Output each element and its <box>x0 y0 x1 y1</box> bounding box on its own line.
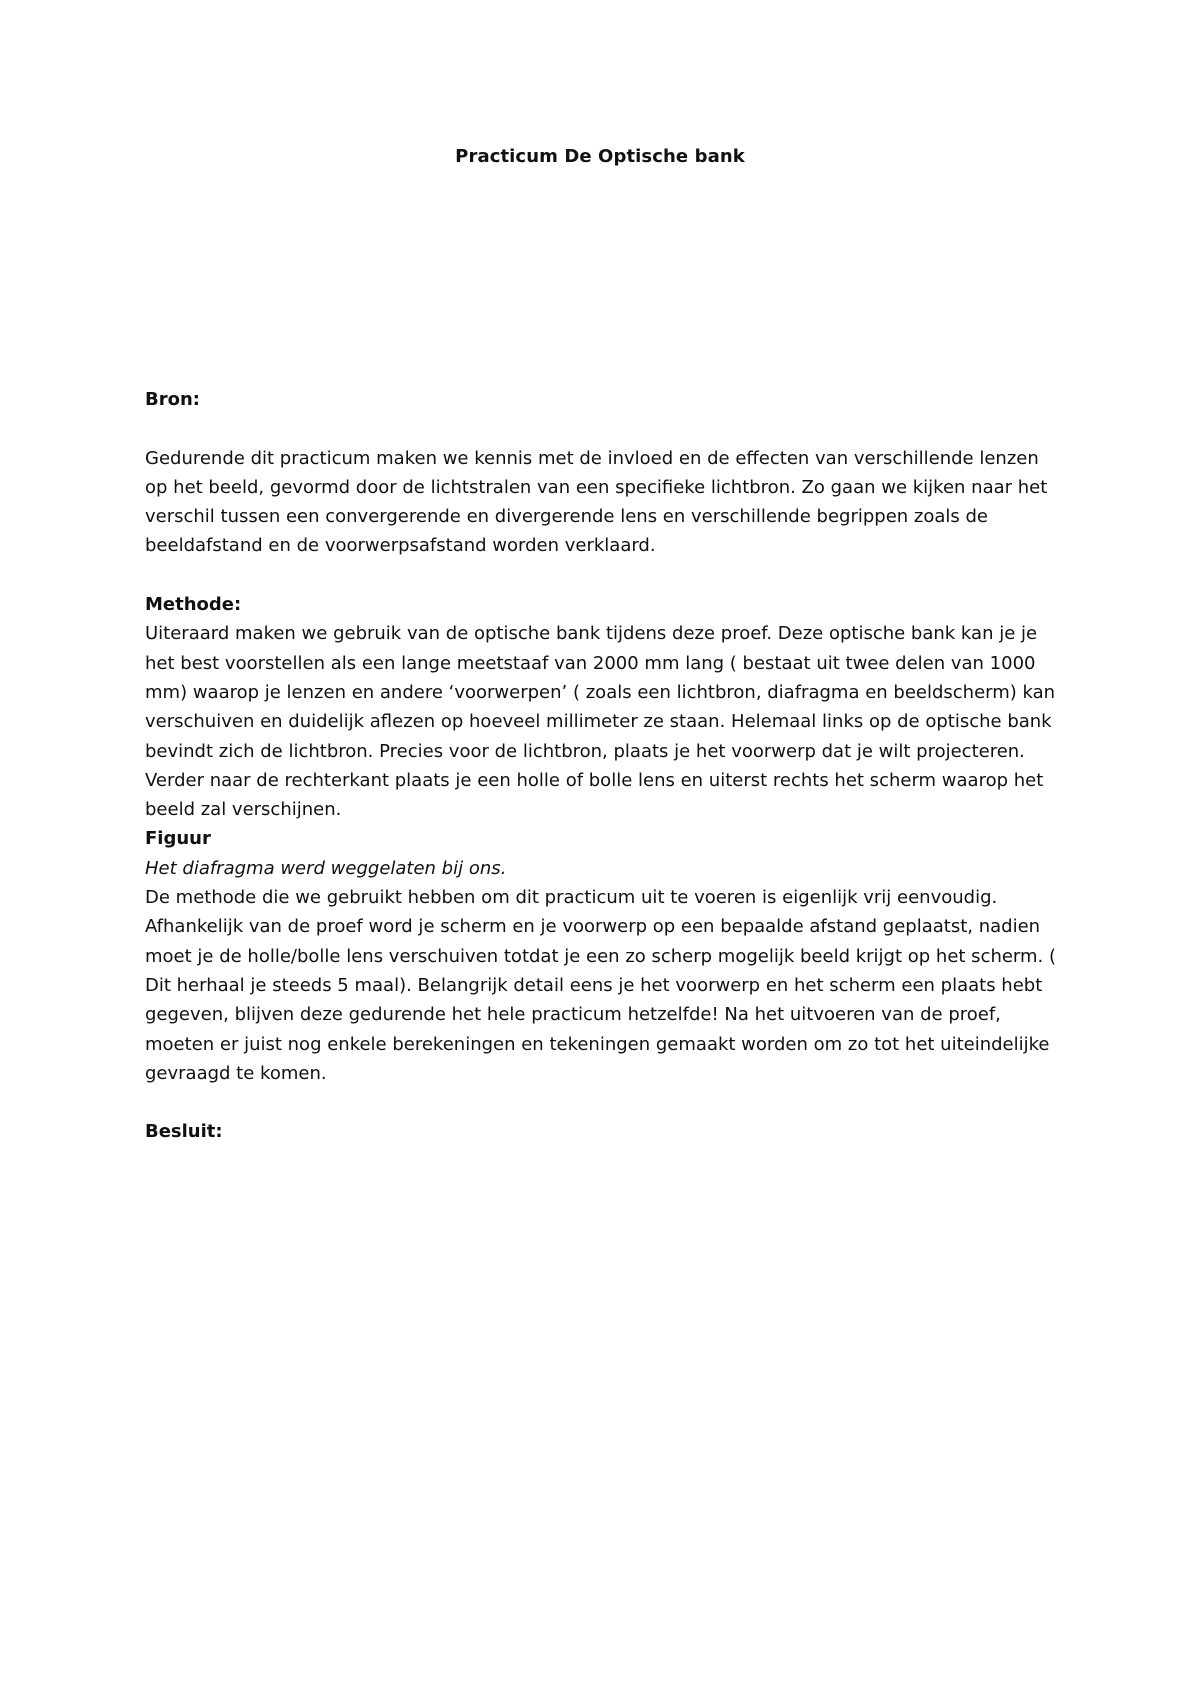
section-heading-besluit: Besluit: <box>145 1121 223 1143</box>
spacer <box>145 561 1065 590</box>
document-body <box>145 385 1065 1147</box>
section-heading-bron: Bron: <box>145 389 200 410</box>
paragraph-bron: Gedurende dit practicum maken we kennis met de invloed en de effecten van verschillende lenzen op het beeld, gevormd door de lichtstralen van een specifieke lichtbron. Zo gaan we kijken naar het verschil tussen een convergerende en divergerende lens en verschillende begrippen zoals de beeldafstand en de voorwerpsafstand worden verklaard. <box>145 447 1048 557</box>
spacer <box>145 414 1065 443</box>
paragraph-methode: Uiteraard maken we gebruik van de optische bank tijdens deze proef. Deze optische bank kan je je het best voorstellen als een lange meetstaaf van 2000 mm lang ( bestaat uit twee delen van 1000 mm) waarop je lenzen en andere ‘voorwerpen’ ( zoals een lichtbron, diafragma en beeldscherm) kan verschuiven en duidelijk aflezen op hoeveel millimeter ze staan. Helemaal links op de optische bank bevindt zich de lichtbron. Precies voor de lichtbron, plaats je het voorwerp dat je wilt projecteren. Verder naar de rechterkant plaats je een holle of bolle lens en uiterst rechts het scherm waarop het beeld zal verschijnen. <box>145 623 1056 821</box>
figure-label: Figuur <box>145 828 211 850</box>
paragraph-methode-2: De methode die we gebruikt hebben om dit practicum uit te voeren is eigenlijk vrij eenvoudig. Afhankelijk van de proef word je scherm en je voorwerp op een bepaalde afstand geplaatst, nadien moet je de holle/bolle lens verschuiven totdat je een zo scherp mogelijk beeld krijgt op het scherm. ( Dit herhaal je steeds 5 maal). Belangrijk detail eens je het voorwerp en het scherm een plaats hebt gegeven, blijven deze gedurende het hele practicum hetzelfde! Na het uitvoeren van de proef, moeten er juist nog enkele berekeningen en tekeningen gemaakt worden om zo tot het uiteindelijke gevraagd te komen. <box>145 887 1057 1084</box>
spacer <box>145 1088 1065 1117</box>
figure-note: Het diafragma werd weggelaten bij ons. <box>145 857 507 879</box>
section-heading-methode: Methode: <box>145 594 242 616</box>
document-title: Practicum De Optische bank <box>455 146 745 167</box>
